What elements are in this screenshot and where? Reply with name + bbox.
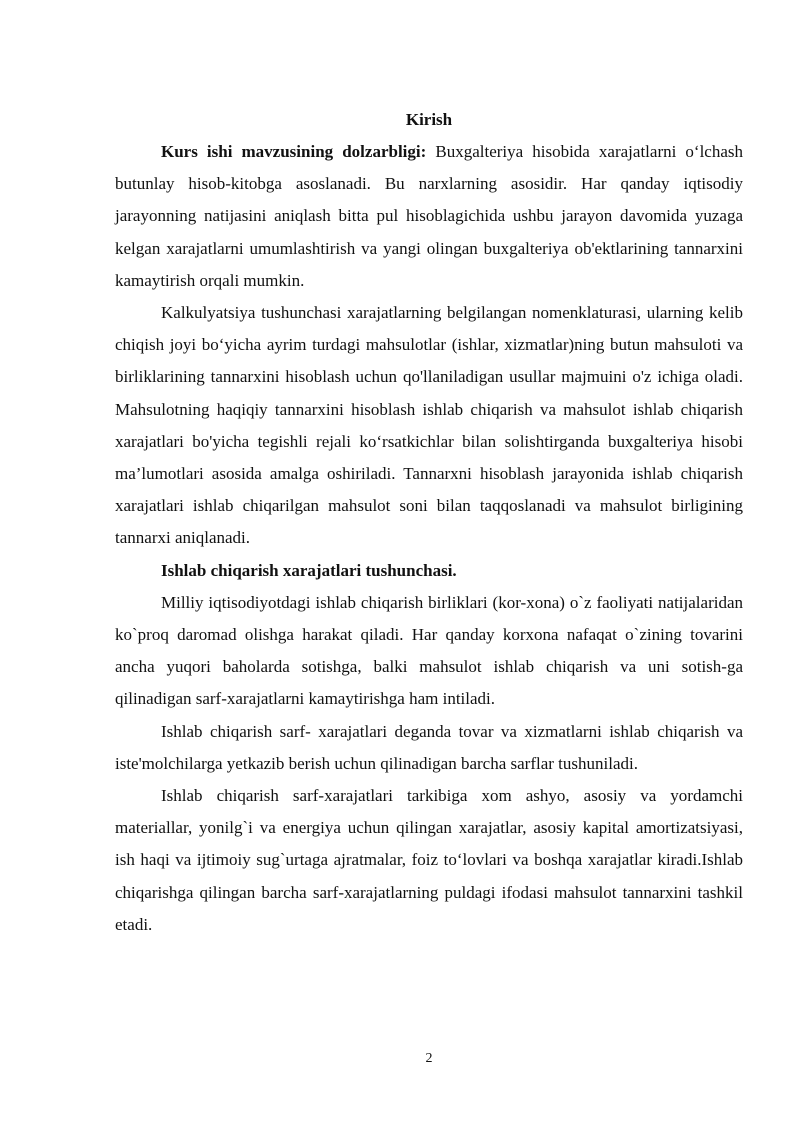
paragraph-composition: Ishlab chiqarish sarf-xarajatlari tarkibiga xom ashyo, asosiy va yordamchi materiallar, yonilg`i va energiya uchun qilingan xarajatlar, asosiy kapital amortizatsiyasi, ish haqi va ijtimoiy sug`urtaga ajratmalar, foiz to‘lovlari va boshqa xarajatlar kiradi.Ishlab chiqarishga qilingan barcha sarf-xarajatlarning puldagi ifodasi mahsulot tannarxini tashkil etadi. (115, 786, 743, 934)
page-title: Kirish (405, 110, 453, 129)
paragraph-text: Buxgalteriya hisobida xarajatlarni o‘lchash butunlay hisob-kitobga asoslanadi. Bu narxlarning asosidir. Har qanday iqtisodiy jarayonning natijasini aniqlash bitta pul hisoblagichida ushbu jarayon davomida yuzaga kelgan xarajatlarni umumlashtirish va yangi olingan buxgalteriya ob'ektlarining tannarxini kamaytirish orqali mumkin. (115, 142, 743, 290)
document-body (115, 104, 743, 941)
paragraph-lead: Kurs ishi mavzusining dolzarbligi: (161, 142, 427, 161)
page-number: 2 (425, 1051, 433, 1066)
paragraph-calculation: Kalkulyatsiya tushunchasi xarajatlarning belgilangan nomenklaturasi, ularning kelib chiqish joyi bo‘yicha ayrim turdagi mahsulotlar (ishlar, xizmatlar)ning butun mahsuloti va birliklarining tannarxini hisoblash uchun qo'llaniladigan usullar majmuini o'z ichiga oladi. Mahsulotning haqiqiy tannarxini hisoblash ishlab chiqarish va mahsulot ishlab chiqarish xarajatlari bo'yicha tegishli rejali ko‘rsatkichlar bilan solishtirganda buxgalteriya hisobi ma’lumotlari asosida amalga oshiriladi. Tannarxni hisoblash jarayonida ishlab chiqarish xarajatlari ishlab chiqarilgan mahsulot soni bilan taqqoslanadi va mahsulot birligining tannarxi aniqlanadi. (115, 303, 743, 548)
paragraph-definition: Ishlab chiqarish sarf- xarajatlari deganda tovar va xizmatlarni ishlab chiqarish va iste'molchilarga yetkazib berish uchun qilinadigan barcha sarflar tushuniladi. (115, 721, 743, 773)
section-subheading: Ishlab chiqarish xarajatlari tushunchasi. (161, 560, 457, 580)
paragraph-relevance (115, 136, 743, 297)
paragraph-enterprises: Milliy iqtisodiyotdagi ishlab chiqarish birliklari (kor-xona) o`z faoliyati natijalaridan ko`proq daromad olishga harakat qiladi. Har qanday korxona nafaqat o`zining tovarini ancha yuqori baholarda sotishga, balki mahsulot ishlab chiqarish va uni sotish-ga qilinadigan sarf-xarajatlarni kamaytirishga ham intiladi. (115, 592, 743, 709)
